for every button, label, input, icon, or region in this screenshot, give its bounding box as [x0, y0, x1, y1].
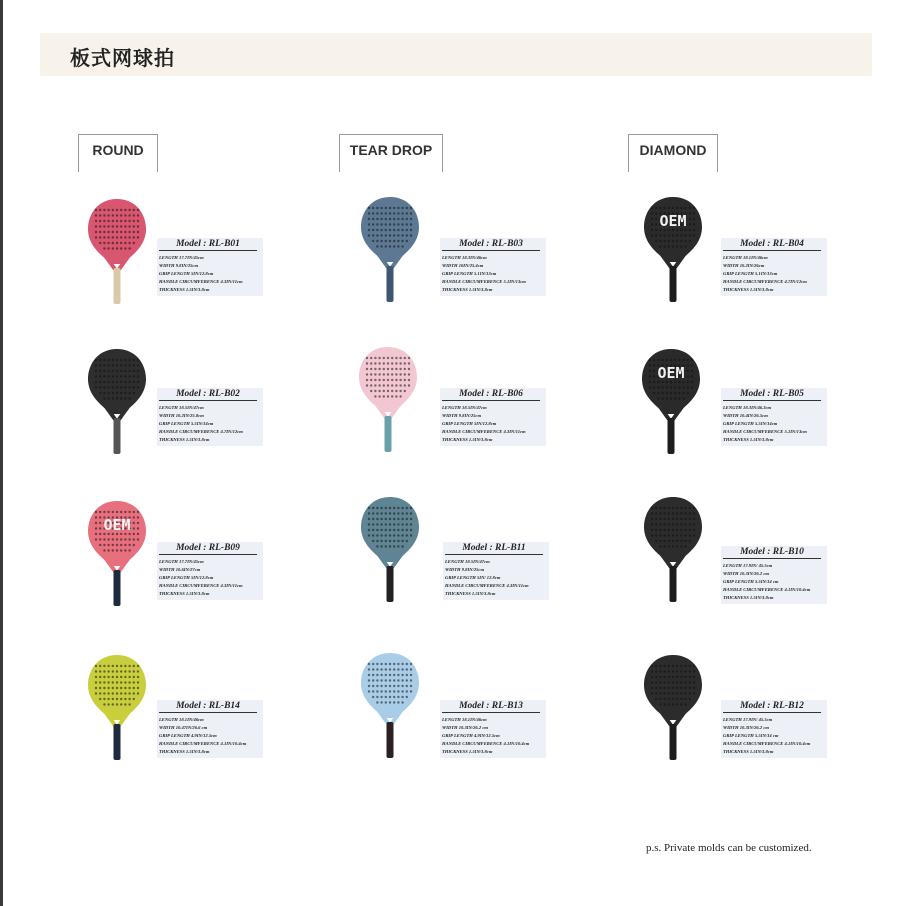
spec-card: [157, 238, 263, 296]
spec-card: [721, 700, 827, 758]
racket-graphic: [355, 494, 425, 606]
spec-line: HANDLE CIRCUMFERENCE 4.7IN/12cm: [723, 279, 807, 284]
racket-logo-text: OEM: [659, 212, 687, 230]
racket-image: [355, 194, 425, 306]
spec-line: HANDLE CIRCUMFERENCE 4.1IN/10.4cm: [723, 741, 811, 746]
spec-card: [721, 388, 827, 446]
racket-graphic: [353, 344, 423, 456]
spec-line: LENGTH 18.5IN/47cm: [159, 405, 204, 410]
spec-card: [157, 388, 263, 446]
model-name: Model : RL-B10: [723, 547, 821, 559]
racket-graphic: [636, 346, 706, 458]
spec-line: WIDTH 9.8IN/25cm: [159, 263, 199, 268]
spec-card: [440, 388, 546, 446]
spec-line: LENGTH 18.1IN/46cm: [159, 717, 204, 722]
spec-line: HANDLE CIRCUMFERENCE 5.1IN/13cm: [442, 279, 526, 284]
spec-line: LENGTH 17.9IN/ 45.5cm: [723, 717, 773, 722]
spec-line: WIDTH 10.2IN/26cm: [723, 263, 765, 268]
racket-handle: [387, 722, 394, 758]
spec-line: GRIP LENGTH 5.5IN/14 cm: [723, 733, 779, 738]
spec-line: HANDLE CIRCUMFERENCE 4.3IN/11cm: [445, 583, 529, 588]
spec-line: WIDTH 10IN/25.4cm: [442, 263, 484, 268]
spec-line: GRIP LENGTH 5.5IN/14cm: [723, 421, 778, 426]
spec-line: GRIP LENGTH 4.9IN/12.5cm: [442, 733, 500, 738]
shape-label-tear-drop: [339, 134, 443, 165]
spec-line: WIDTH 10.47IN/26.6 cm: [159, 725, 208, 730]
spec-line: WIDTH 10.3IN/26.2 cm: [442, 725, 488, 730]
racket-handle: [114, 418, 121, 454]
spec-line: WIDTH 10.3IN/26.2 cm: [723, 571, 769, 576]
racket-handle: [387, 266, 394, 302]
model-name: Model : RL-B02: [159, 389, 257, 401]
spec-line: WIDTH 9.8IN/25cm: [442, 413, 482, 418]
spec-line: HANDLE CIRCUMFERENCE 4.3IN/11cm: [159, 279, 243, 284]
racket-image: [353, 344, 423, 456]
spec-line: THICKNESS 1.5IN/3.8cm: [442, 437, 493, 442]
spec-line: LENGTH 18.5IN/47cm: [445, 559, 490, 564]
spec-line: HANDLE CIRCUMFERENCE 4.1IN/10.4cm: [159, 741, 247, 746]
spec-line: GRIP LENGTH 4.9IN/12.5cm: [159, 733, 217, 738]
racket-handle: [114, 570, 121, 606]
spec-card: [157, 542, 263, 600]
spec-line: LENGTH 17.7IN/45cm: [159, 559, 204, 564]
racket-image: [638, 494, 708, 606]
spec-line: WIDTH 10.6IN/27cm: [159, 567, 201, 572]
racket-image: [355, 650, 425, 762]
spec-line: THICKNESS 1.5IN/3.8cm: [159, 287, 210, 292]
racket-handle: [670, 566, 677, 602]
racket-handle: [387, 566, 394, 602]
spec-line: THICKNESS 1.5IN/3.8cm: [159, 749, 210, 754]
racket-graphic: [82, 652, 152, 764]
spec-line: HANDLE CIRCUMFERENCE 4.1IN/10.4cm: [442, 741, 530, 746]
model-name: Model : RL-B01: [159, 239, 257, 251]
shape-label-text: DIAMOND: [639, 142, 707, 158]
spec-card: [721, 238, 827, 296]
spec-line: WIDTH 10.3IN/26.2 cm: [723, 725, 769, 730]
spec-line: LENGTH 18.5IN/47cm: [442, 405, 487, 410]
spec-line: GRIP LENGTH 5IN/12.8cm: [159, 575, 214, 580]
shape-label-text: TEAR DROP: [349, 142, 433, 158]
shape-label-diamond: [628, 134, 718, 165]
racket-handle: [114, 268, 121, 304]
model-name: Model : RL-B13: [442, 701, 540, 713]
racket-graphic: [82, 196, 152, 308]
spec-line: THICKNESS 1.5IN/3.8cm: [159, 591, 210, 596]
spec-line: GRIP LENGTH 5IN/ 12.8cm: [445, 575, 501, 580]
spec-line: LENGTH 18.3IN/46cm: [442, 255, 487, 260]
spec-line: GRIP LENGTH 5.5IN/14cm: [159, 421, 214, 426]
racket-graphic: [82, 498, 152, 610]
racket-image: [355, 494, 425, 606]
racket-logo-text: OEM: [103, 516, 131, 534]
spec-card: [721, 546, 827, 604]
spec-line: THICKNESS 1.5IN/3.8cm: [442, 749, 493, 754]
racket-handle: [385, 416, 392, 452]
racket-graphic: [638, 652, 708, 764]
racket-graphic: [355, 194, 425, 306]
racket-image: [638, 194, 708, 306]
spec-line: GRIP LENGTH 5IN/12.8cm: [442, 421, 497, 426]
racket-handle: [670, 724, 677, 760]
spec-line: HANDLE CIRCUMFERENCE 4.3IN/11cm: [159, 583, 243, 588]
spec-line: GRIP LENGTH 5.1IN/13cm: [442, 271, 497, 276]
spec-line: HANDLE CIRCUMFERENCE 4.3IN/11cm: [442, 429, 526, 434]
racket-image: [82, 498, 152, 610]
racket-graphic: [355, 650, 425, 762]
spec-line: THICKNESS 1.5IN/3.8cm: [723, 749, 774, 754]
page-title: 板式网球拍: [70, 46, 175, 70]
racket-image: [638, 652, 708, 764]
model-name: Model : RL-B11: [445, 543, 543, 555]
racket-image: [82, 196, 152, 308]
spec-line: LENGTH 18.3IN/46.3cm: [723, 405, 772, 410]
spec-line: THICKNESS 1.5IN/3.8cm: [442, 287, 493, 292]
spec-line: THICKNESS 1.5IN/3.8cm: [723, 437, 774, 442]
model-name: Model : RL-B04: [723, 239, 821, 251]
spec-line: LENGTH 17.9IN/ 45.5cm: [723, 563, 773, 568]
racket-handle: [670, 266, 677, 302]
spec-line: THICKNESS 1.5IN/3.8cm: [159, 437, 210, 442]
section-header: [40, 33, 872, 76]
model-name: Model : RL-B12: [723, 701, 821, 713]
racket-graphic: [82, 346, 152, 458]
spec-line: LENGTH 17.7IN/45cm: [159, 255, 204, 260]
racket-logo-text: OEM: [657, 364, 685, 382]
racket-graphic: [638, 194, 708, 306]
spec-card: [440, 238, 546, 296]
footnote: p.s. Private molds can be customized.: [646, 842, 812, 854]
spec-card: [443, 542, 549, 600]
spec-card: [440, 700, 546, 758]
shape-label-round: [78, 134, 158, 165]
model-name: Model : RL-B14: [159, 701, 257, 713]
racket-handle: [114, 724, 121, 760]
spec-card: [157, 700, 263, 758]
spec-line: GRIP LENGTH 5.5IN/14 cm: [723, 579, 779, 584]
model-name: Model : RL-B03: [442, 239, 540, 251]
model-name: Model : RL-B05: [723, 389, 821, 401]
racket-image: [636, 346, 706, 458]
spec-line: GRIP LENGTH 5IN/12.8cm: [159, 271, 214, 276]
spec-line: THICKNESS 1.5IN/3.8cm: [445, 591, 496, 596]
spec-line: WIDTH 10.4IN/26.5cm: [723, 413, 768, 418]
spec-line: HANDLE CIRCUMFERENCE 4.7IN/12cm: [159, 429, 243, 434]
racket-handle: [668, 418, 675, 454]
racket-image: [82, 652, 152, 764]
spec-line: LENGTH 18.1IN/46cm: [442, 717, 487, 722]
spec-line: THICKNESS 1.5IN/3.8cm: [723, 595, 774, 600]
spec-line: THICKNESS 1.5IN/3.8cm: [723, 287, 774, 292]
model-name: Model : RL-B06: [442, 389, 540, 401]
racket-image: [82, 346, 152, 458]
racket-graphic: [638, 494, 708, 606]
model-name: Model : RL-B09: [159, 543, 257, 555]
spec-line: HANDLE CIRCUMFERENCE 4.1IN/10.4cm: [723, 587, 811, 592]
shape-label-text: ROUND: [92, 142, 144, 158]
page-left-rule: [0, 0, 3, 906]
spec-line: WIDTH 10.2IN/25.8cm: [159, 413, 204, 418]
spec-line: HANDLE CIRCUMFERENCE 5.1IN/13cm: [723, 429, 807, 434]
spec-line: GRIP LENGTH 5.1IN/13cm: [723, 271, 778, 276]
spec-line: LENGTH 18.1IN/46cm: [723, 255, 768, 260]
spec-line: WIDTH 9.8IN/25cm: [445, 567, 485, 572]
